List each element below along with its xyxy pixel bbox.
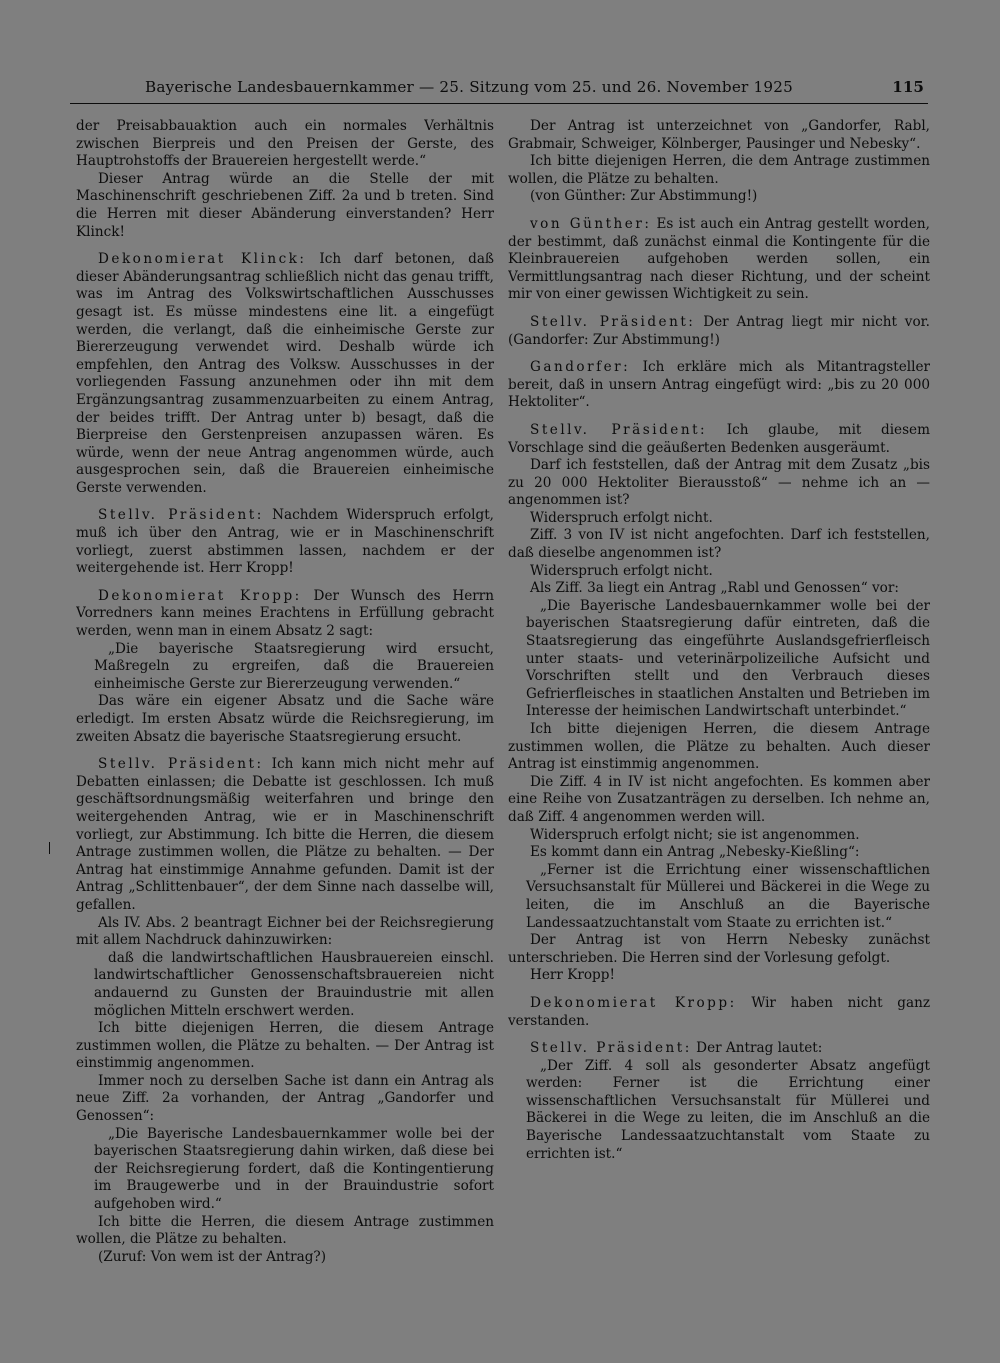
- paragraph: [508, 598, 930, 721]
- paragraph-text: „Der Ziff. 4 soll als gesonderter Absatz angefügt werden: Ferner ist die Errichtung einer wissenschaftlichen Versuchsanstalt für Müllerei und Bäckerei in die Wege zu leiten, die im Anschluß an die Bayerische Landessaatzuchtanstalt vom Staate zu errichten ist.“: [526, 1057, 930, 1162]
- paragraph-text: Ich bitte diejenigen Herren, die dem Antrage zustimmen wollen, die Plätze zu behalten.: [508, 153, 930, 187]
- paragraph: [508, 457, 930, 510]
- running-title: Bayerische Landesbauernkammer — 25. Sitzung vom 25. und 26. November 1925: [145, 78, 793, 96]
- paragraph: [508, 932, 930, 967]
- paragraph-text: Nachdem Widerspruch erfolgt, muß ich über den Antrag, wie er in Maschinenschrift vorliegt, zuerst abstimmen lassen, nachdem er der weitergehende ist. Herr Kropp!: [76, 507, 494, 577]
- paragraph-text: Der Antrag ist von Herrn Nebesky zunächst unterschrieben. Die Herren sind der Vorlesung gefolgt.: [508, 932, 930, 966]
- paragraph-text: „Ferner ist die Errichtung einer wissenschaftlichen Versuchsanstalt für Müllerei und Bäckerei in die Wege zu leiten, die im Anschluß an die Bayerische Landessaatzuchtanstalt vom Staate zu errichten ist.“: [526, 861, 930, 931]
- speaker-name: von Günther:: [530, 215, 652, 232]
- paragraph: [76, 915, 494, 950]
- paragraph: [76, 1073, 494, 1126]
- speaker-name: Dekonomierat Kropp:: [530, 994, 737, 1011]
- paragraph-text: Widerspruch erfolgt nicht.: [530, 509, 713, 526]
- paragraph: [508, 827, 930, 845]
- paragraph: [508, 580, 930, 598]
- paragraph: [508, 844, 930, 862]
- paragraph: [76, 1249, 494, 1267]
- paragraph-text: Der Antrag liegt mir nicht vor. (Gandorfer: Zur Abstimmung!): [508, 313, 930, 348]
- right-column: [508, 118, 930, 1348]
- paragraph: [508, 527, 930, 562]
- paragraph-text: daß die landwirtschaftlichen Hausbrauereien einschl. landwirtschaftlicher Genossenschaftsbrauereien nicht andauernd zu Gunsten der Brauindustrie mit allen möglichen Mitteln erschwert werden.: [94, 949, 494, 1019]
- paragraph: [508, 188, 930, 206]
- paragraph-text: Dieser Antrag würde an die Stelle der mit Maschinenschrift geschriebenen Ziff. 2a und b treten. Sind die Herren mit dieser Abänderung einverstanden? Herr Klinck!: [76, 170, 494, 240]
- paragraph-text: (von Günther: Zur Abstimmung!): [530, 188, 758, 205]
- paragraph-text: (Zuruf: Von wem ist der Antrag?): [98, 1248, 327, 1265]
- paragraph: [508, 862, 930, 932]
- paragraph-text: Ich kann mich nicht mehr auf Debatten einlassen; die Debatte ist geschlossen. Ich muß geschäftsordnungsmäßig weiterfahren und bringe den weitergehenden Antrag, wie er in Maschinenschrift vorliegt, zur Abstimmung. Ich bitte die Herren, die diesem Antrage zustimmen wollen, die Plätze zu behalten. — Der Antrag hat einstimmige Annahme gefunden. Damit ist der Antrag „Schlittenbauer“, der dem Sinne nach dasselbe will, gefallen.: [76, 756, 494, 913]
- paragraph-text: „Die Bayerische Landesbauernkammer wolle bei der bayerischen Staatsregierung dahin wirken, daß diese bei der Reichsregierung fordert, daß die Kontingentierung im Braugewerbe und in der Brauindustrie sofort aufgehoben wird.“: [94, 1125, 494, 1213]
- paragraph: [76, 756, 494, 914]
- paragraph-text: Das wäre ein eigener Absatz und die Sache wäre erledigt. Im ersten Absatz würde die Reichsregierung, im zweiten Absatz die bayerische Staatsregierung ersucht.: [76, 693, 494, 745]
- paragraph-text: Die Ziff. 4 in IV ist nicht angefochten. Es kommen aber eine Reihe von Zusatzanträgen zu derselben. Ich nehme an, daß Ziff. 4 angenommen werden will.: [508, 773, 930, 825]
- paragraph: [76, 251, 494, 497]
- paragraph: [508, 216, 930, 304]
- paragraph-text: Der Antrag lautet:: [691, 1040, 823, 1057]
- paragraph: [508, 314, 930, 349]
- paragraph: [76, 118, 494, 171]
- paragraph-text: Ich bitte diejenigen Herren, die diesem Antrage zustimmen wollen, die Plätze zu behalten. Auch dieser Antrag ist einstimmig angenommen.: [508, 721, 930, 773]
- paragraph: [508, 510, 930, 528]
- paragraph-text: Der Wunsch des Herrn Vorredners kann meines Erachtens in Erfüllung gebracht werden, wenn man in einem Absatz 2 sagt:: [76, 587, 494, 640]
- speaker-name: Stellv. Präsident:: [98, 507, 264, 524]
- paragraph: [508, 995, 930, 1030]
- speaker-name: Stellv. Präsident:: [530, 313, 696, 330]
- paragraph-text: der Preisabbauaktion auch ein normales Verhältnis zwischen Bierpreis und den Preisen der Gerste, des Hauptrohstoffs der Brauereien hergestellt werde.“: [76, 118, 494, 170]
- paragraph-text: Ich erkläre mich als Mitantragsteller bereit, daß in unsern Antrag eingefügt wird: „bis zu 20 000 Hektoliter“.: [508, 359, 930, 411]
- paragraph-text: Widerspruch erfolgt nicht.: [530, 562, 713, 579]
- page-number: 115: [892, 78, 924, 96]
- paragraph-text: Ich bitte diejenigen Herren, die diesem Antrage zustimmen wollen, die Plätze zu behalten. — Der Antrag ist einstimmig angenommen.: [76, 1020, 494, 1072]
- paragraph-text: Darf ich feststellen, daß der Antrag mit dem Zusatz „bis zu 20 000 Hektoliter Bierausstoß“ — nehme ich an — angenommen ist?: [508, 457, 930, 509]
- paragraph-text: Der Antrag ist unterzeichnet von „Gandorfer, Rabl, Grabmair, Schweiger, Kölnberger, Pausinger und Nebesky“.: [508, 118, 930, 152]
- speaker-name: Dekonomierat Klinck:: [98, 251, 307, 268]
- paragraph: [76, 641, 494, 694]
- paragraph: [76, 588, 494, 641]
- speaker-name: Stellv. Präsident:: [530, 421, 708, 438]
- paragraph-text: Immer noch zu derselben Sache ist dann ein Antrag als neue Ziff. 2a vorhanden, der Antrag „Gandorfer und Genossen“:: [76, 1072, 494, 1125]
- paragraph: [508, 1040, 930, 1058]
- paragraph-text: Es ist auch ein Antrag gestellt worden, der bestimmt, daß zunächst einmal die Kontingente für die Kleinbrauereien aufgehoben werden sollen, ein Vermittlungsantrag nach dieser Richtung, und der scheint mir von einer gewissen Wichtigkeit zu sein.: [508, 215, 930, 303]
- paragraph-text: Widerspruch erfolgt nicht; sie ist angenommen.: [530, 826, 860, 843]
- paragraph-text: „Die Bayerische Landesbauernkammer wolle bei der bayerischen Staatsregierung dafür eintreten, daß die Staatsregierung das eingeführte Auslandsgefrierfleisch unter staats- und veterinärpolizeiliche Aufsicht und Vorschriften stellt und den Verbrauch dieses Gefrierfleisches in staatlichen Anstalten und Betrieben im Interesse der heimischen Landwirtschaft unterbindet.“: [526, 597, 930, 720]
- paragraph: [508, 721, 930, 774]
- paragraph-text: Als Ziff. 3a liegt ein Antrag „Rabl und Genossen“ vor:: [530, 580, 899, 597]
- paragraph: [508, 1058, 930, 1164]
- paragraph: [508, 118, 930, 153]
- speaker-name: Stellv. Präsident:: [530, 1040, 692, 1057]
- paragraph: [508, 774, 930, 827]
- paragraph-text: Ziff. 3 von IV ist nicht angefochten. Darf ich feststellen, daß dieselbe angenommen ist?: [508, 527, 930, 562]
- paragraph: [76, 1214, 494, 1249]
- paragraph: [508, 359, 930, 412]
- header-rule: [70, 103, 928, 104]
- paragraph-text: Herr Kropp!: [530, 967, 615, 984]
- paragraph-text: Als IV. Abs. 2 beantragt Eichner bei der Reichsregierung mit allem Nachdruck dahinzuwirken:: [76, 914, 494, 949]
- paragraph: [76, 693, 494, 746]
- left-column: [76, 118, 494, 1348]
- speaker-name: Gandorfer:: [530, 359, 631, 376]
- paragraph: [76, 950, 494, 1020]
- running-header: [70, 78, 928, 106]
- margin-mark: [49, 842, 50, 854]
- paragraph: [508, 153, 930, 188]
- paragraph-text: „Die bayerische Staatsregierung wird ersucht, Maßregeln zu ergreifen, daß die Brauereien einheimische Gerste zur Biererzeugung verwenden.“: [94, 640, 494, 692]
- paragraph: [508, 422, 930, 457]
- paragraph: [508, 563, 930, 581]
- paragraph: [76, 171, 494, 241]
- speaker-name: Stellv. Präsident:: [98, 756, 264, 773]
- paragraph-text: Ich bitte die Herren, die diesem Antrage zustimmen wollen, die Plätze zu behalten.: [76, 1213, 494, 1248]
- paragraph: [508, 967, 930, 985]
- paragraph: [76, 1126, 494, 1214]
- paragraph-text: Ich glaube, mit diesem Vorschlage sind die geäußerten Bedenken ausgeräumt.: [508, 421, 930, 456]
- paragraph: [76, 507, 494, 577]
- paragraph-text: Ich darf betonen, daß dieser Abänderungsantrag schließlich nicht das genau trifft, was im Antrag des Volkswirtschaftlichen Ausschusses gesagt ist. Es müsse mindestens eine lit. a eingefügt werden, die verlangt, daß die einheimische Gerste zur Biererzeugung verwendet wird. Deshalb würde ich empfehlen, den Antrag des Volksw. Ausschusses in der vorliegenden Fassung anzunehmen oder ihn mit dem Ergänzungsantrag zusammenzuarbeiten zu einem Antrag, der beides trifft. Der Antrag unter b) besagt, daß die Bierpreise den Gerstenpreisen anzupassen wären. Es würde, wenn der neue Antrag angenommen würde, auch ausgesprochen sein, daß die Brauereien einheimische Gerste verwenden.: [76, 251, 494, 496]
- paragraph-text: Wir haben nicht ganz verstanden.: [508, 994, 930, 1029]
- speaker-name: Dekonomierat Kropp:: [98, 587, 302, 604]
- paragraph: [76, 1020, 494, 1073]
- paragraph-text: Es kommt dann ein Antrag „Nebesky-Kießling“:: [530, 844, 860, 861]
